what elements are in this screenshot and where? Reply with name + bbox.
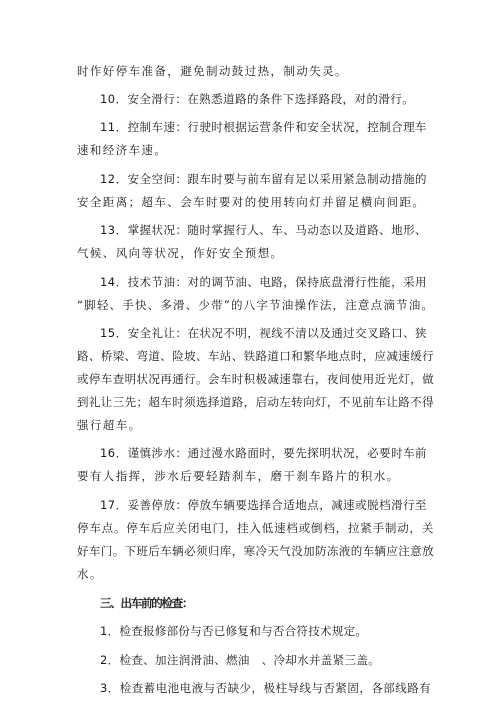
text-line: 17．妥善停放：停放车辆要选择合适地点，减速或脱档滑行至 <box>100 498 428 512</box>
text-line: 路、桥梁、弯道、险坡、车站、铁路道口和繁华地点时，应减速缓行 <box>77 349 434 363</box>
text-line: 10．安全滑行：在熟悉道路的条件下选择路段，对的滑行。 <box>100 92 415 106</box>
text-line: 或停车查明状况再通行。会车时积极减速靠右，夜间使用近光灯，做 <box>77 372 434 386</box>
text-line: “脚轻、手快、多滑、少带”的八字节油操作法，注意点滴节油。 <box>77 298 435 312</box>
text-line: 2．检查、加注润滑油、燃油 、冷却水并盖紧三盖。 <box>100 653 381 667</box>
text-line: 到礼让三先；超车时须选择道路，启动左转向灯，不见前车让路不得 <box>77 395 434 409</box>
text-line: 要有人指挥，涉水后要轻踏刹车，磨干刹车路片的积水。 <box>77 469 400 483</box>
text-line: 3．检查蓄电池电液与否缺少，极柱导线与否紧固，各部线路有 <box>100 681 432 695</box>
text-line: 停车点。停车后应关闭电门，挂入低速档或倒档，拉紧手制动，关 <box>77 521 435 535</box>
text-line: 水。 <box>77 567 103 581</box>
section-heading: 三、出车前的检查： <box>100 596 193 610</box>
text-line: 1．检查报修部份与否已修复和与否合符技术规定。 <box>100 624 368 638</box>
text-line: 13．掌握状况：随时掌握行人、车、马动态以及道路、地形、 <box>100 223 428 237</box>
text-line: 好车门。下班后车辆必须归库，寒冷天气没加防冻液的车辆应注意放 <box>77 544 434 558</box>
text-line: 安全距离；超车、会车时要对的使用转向灯并留足横向间距。 <box>77 195 426 209</box>
text-line: 16．谨慎涉水：通过漫水路面时，要先探明状况，必要时车前 <box>100 446 428 460</box>
text-line: 14．技术节油：对的调节油、电路，保持底盘滑行性能，采用 <box>100 275 428 289</box>
text-line: 时作好停车准备，避免制动鼓过热，制动失灵。 <box>77 64 348 78</box>
text-line: 强行超车。 <box>77 418 142 432</box>
text-line: 11．控制车速：行驶时根据运营条件和安全状况，控制合理车 <box>100 120 428 134</box>
text-line: 气候、风向等状况，作好安全预想。 <box>77 246 284 260</box>
text-line: 15．安全礼让：在状况不明，视线不清以及通过交叉路口、狭 <box>100 326 428 340</box>
text-line: 12．安全空间：跟车时要与前车留有足以采用紧急制动措施的 <box>100 172 428 186</box>
text-line: 速和经济车速。 <box>77 143 168 157</box>
